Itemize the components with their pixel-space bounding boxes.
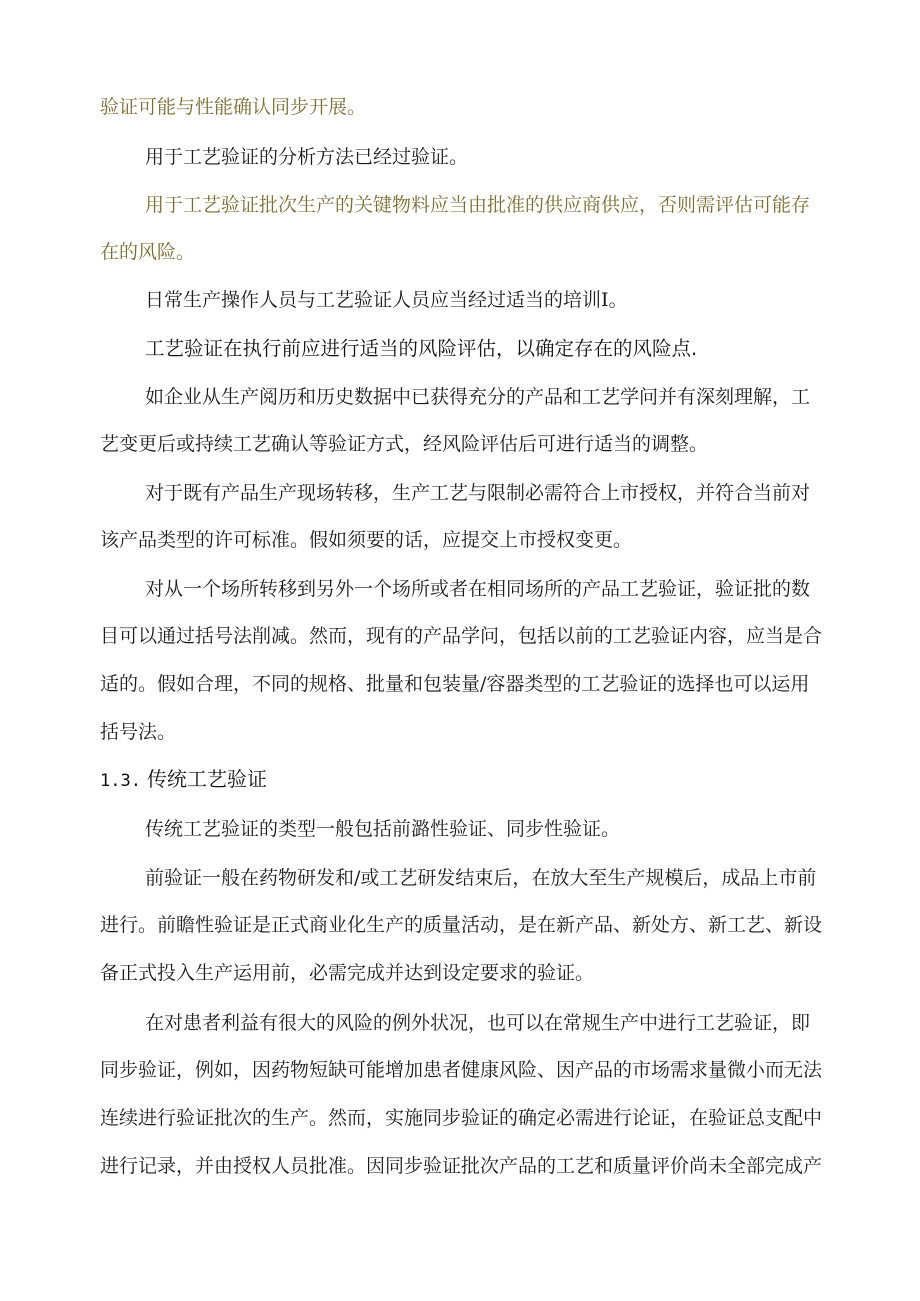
paragraph-line: 验证可能与性能确认同步开展。 bbox=[100, 96, 367, 118]
paragraph-line: 用于工艺验证批次生产的关键物料应当由批准的供应商供应，否则需评估可能存 bbox=[145, 194, 811, 216]
paragraph-line: 适的。假如合理，不同的规格、批量和包装量/容器类型的工艺验证的选择也可以运用 bbox=[100, 673, 810, 695]
paragraph-line: 前验证一般在药物研发和/或工艺研发结束后，在放大至生产规模后，成品上市前 bbox=[145, 867, 817, 889]
paragraph-line: 用于工艺验证的分析方法已经过验证。 bbox=[145, 146, 469, 168]
paragraph-line: 同步验证，例如，因药物短缺可能增加患者健康风险、因产品的市场需求量微小而无法 bbox=[100, 1059, 823, 1081]
paragraph-line: 该产品类型的许可标准。假如须要的话，应提交上市授权变更。 bbox=[100, 529, 633, 551]
paragraph-line: 艺变更后或持续工艺确认等验证方式，经风险评估后可进行适当的调整。 bbox=[100, 433, 709, 455]
paragraph-line: 传统工艺验证的类型一般包括前潞性验证、同步性验证。 bbox=[145, 818, 621, 840]
paragraph-line: 在的风险。 bbox=[100, 241, 196, 263]
section-title: 传统工艺验证 bbox=[147, 767, 267, 791]
emphasis-line: 工艺验证在执行前应进行适当的风险评估，以确定存在的风险点. bbox=[145, 337, 698, 360]
paragraph-line: 进行。前瞻性验证是正式商业化生产的质量活动，是在新产品、新处方、新工艺、新设 bbox=[100, 914, 823, 936]
paragraph-line: 进行记录，并由授权人员批准。因同步验证批次产品的工艺和质量评价尚未全部完成产 bbox=[100, 1155, 823, 1177]
paragraph-line: 目可以通过括号法削减。然而，现有的产品学问，包括以前的工艺验证内容，应当是合 bbox=[100, 625, 823, 647]
paragraph-line: 备正式投入生产运用前，必需完成并达到设定要求的验证。 bbox=[100, 962, 595, 984]
paragraph-line: 连续进行验证批次的生产。然而，实施同步验证的确定必需进行论证，在验证总支配中 bbox=[100, 1107, 823, 1129]
paragraph-line: 对于既有产品生产现场转移，生产工艺与限制必需符合上市授权，并符合当前对 bbox=[145, 482, 811, 504]
paragraph-line: 日常生产操作人员与工艺验证人员应当经过适当的培训I。 bbox=[145, 289, 628, 311]
paragraph-line: 在对患者利益有很大的风险的例外状况，也可以在常规生产中进行工艺验证，即 bbox=[145, 1012, 811, 1034]
section-number: 1.3. bbox=[100, 771, 141, 791]
paragraph-line: 括号法。 bbox=[100, 721, 177, 743]
paragraph-line: 如企业从生产阅历和历史数据中已获得充分的产品和工艺学问并有深刻理解，工 bbox=[145, 386, 811, 408]
paragraph-line: 对从一个场所转移到另外一个场所或者在相同场所的产品工艺验证，验证批的数 bbox=[145, 578, 811, 600]
section-heading bbox=[100, 767, 267, 793]
